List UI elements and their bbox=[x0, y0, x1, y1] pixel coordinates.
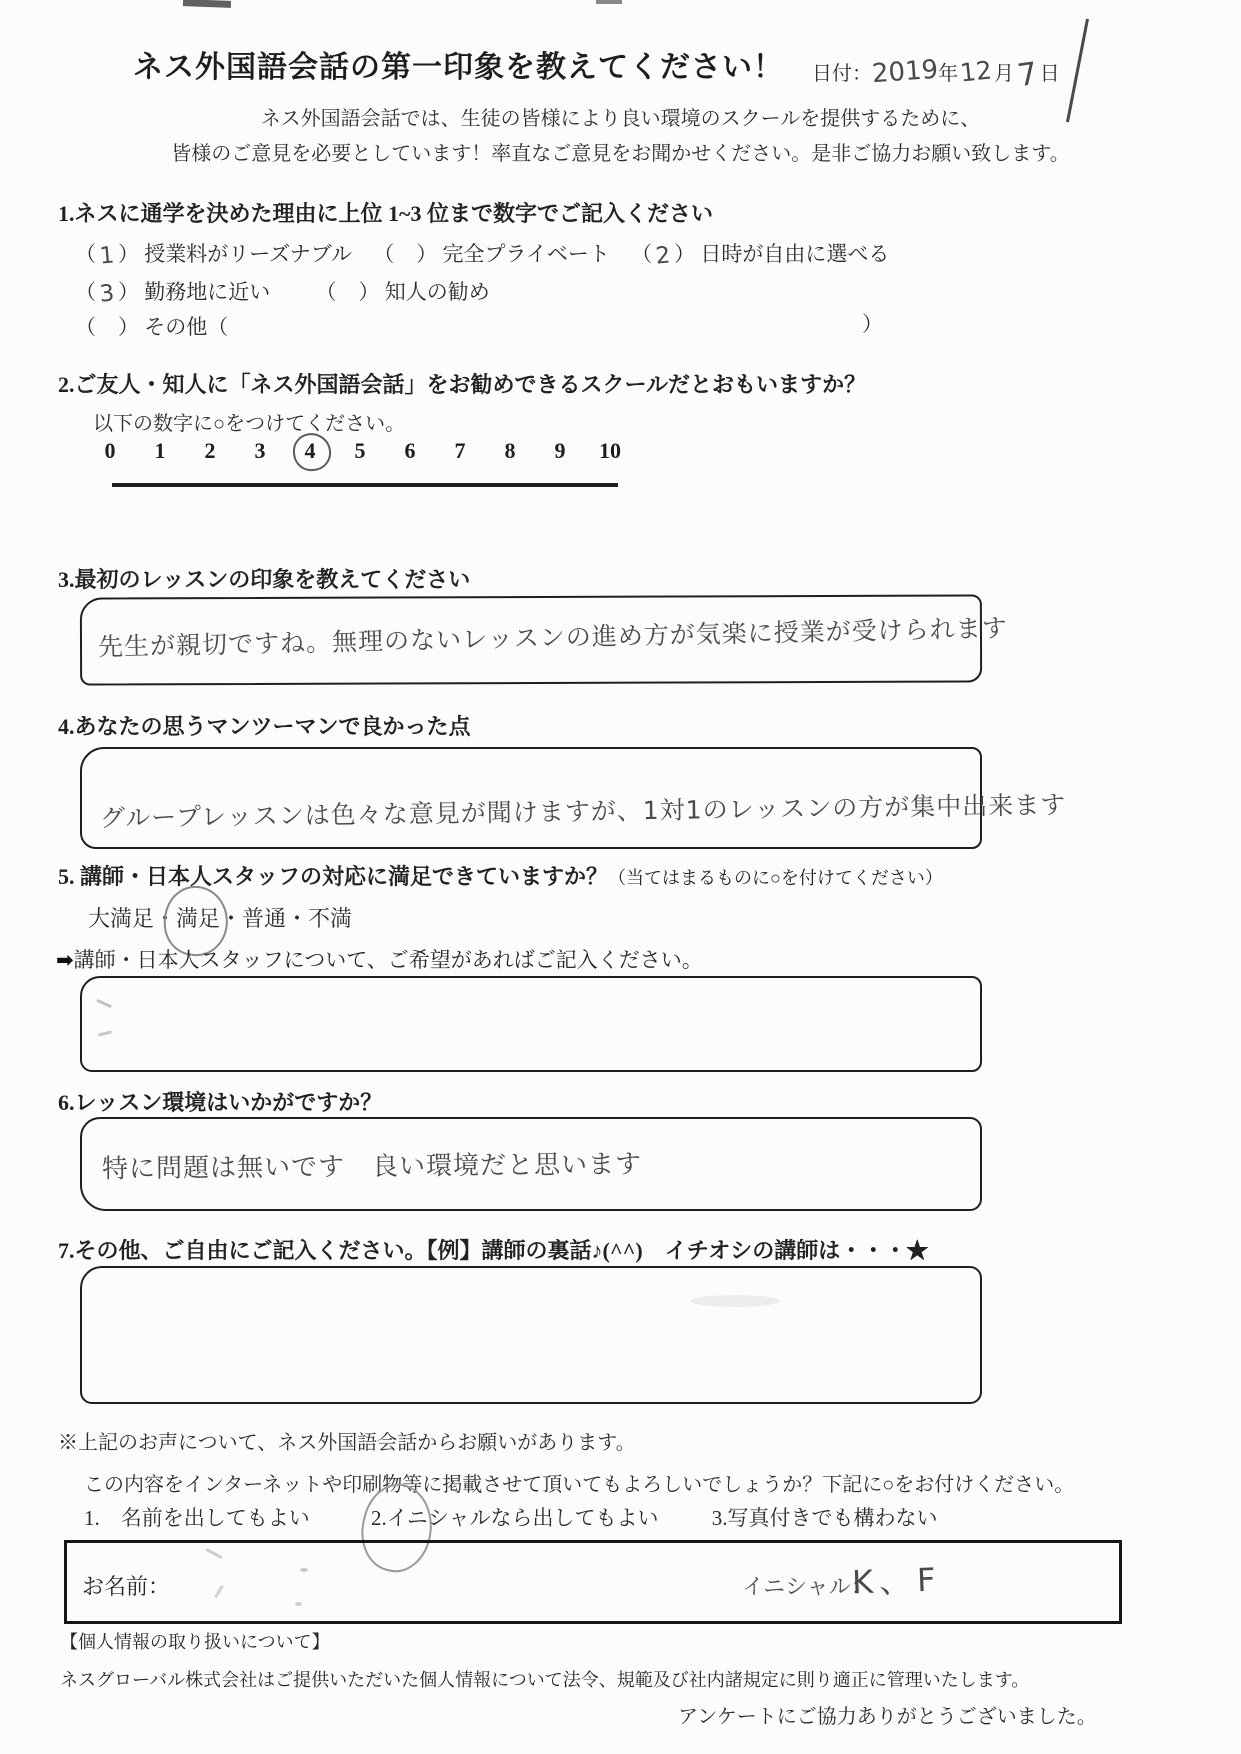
q5-heading-note: （当てはまるものに○を付けてください） bbox=[608, 868, 943, 888]
paren-open: （ bbox=[315, 280, 337, 304]
paren-open: （ bbox=[75, 280, 96, 304]
paren-open: （ bbox=[373, 242, 395, 266]
q1-heading: 1.ネスに通学を決めた理由に上位 1~3 位まで数字でご記入ください bbox=[58, 201, 713, 226]
privacy-heading: 【個人情報の取り扱いについて】 bbox=[60, 1632, 330, 1652]
scale-number-4: 4 bbox=[304, 438, 316, 463]
option-label: その他（ bbox=[144, 315, 229, 339]
date-label: 日付： bbox=[812, 63, 872, 85]
q1-rank-empty bbox=[337, 300, 359, 302]
q5-heading-text: 5. 講師・日本人スタッフの対応に満足できていますか？ bbox=[58, 864, 609, 889]
scale-baseline bbox=[112, 483, 618, 487]
privacy-text: ネスグローバル株式会社はご提供いただいた個人情報について法令、規範及び社内諸規定に則り適正に管理いたします。 bbox=[60, 1670, 1030, 1690]
q1-option-reasonable bbox=[75, 242, 352, 270]
paren-close: ） bbox=[416, 242, 438, 266]
option-label: 完全プライベート bbox=[442, 242, 610, 266]
q1-rank-2-handwritten: 2 bbox=[654, 242, 672, 270]
date-year-handwritten: 2019 bbox=[871, 54, 940, 90]
paren-open: （ bbox=[631, 242, 653, 266]
initial-label: イニシャル： bbox=[742, 1574, 873, 1599]
date-day-unit: 日 bbox=[1039, 63, 1060, 85]
intro-text-2: 皆様のご意見を必要としています！率直なご意見をお聞かせください。是非ご協力お願い致します。 bbox=[171, 143, 1070, 165]
q1-other-close-paren: ） bbox=[862, 312, 883, 336]
q1-options-row-2 bbox=[75, 276, 506, 307]
q7-heading: 7.その他、ご自由にご記入ください。【例】講師の裏話♪(^^) イチオシの講師は・・・★ bbox=[58, 1238, 929, 1263]
paren-close: ） bbox=[118, 242, 139, 266]
date-month-handwritten: 12 bbox=[958, 55, 994, 88]
scale-number-5: 5 bbox=[354, 438, 366, 463]
scale-number-10: 10 bbox=[599, 438, 621, 463]
form-title: ネス外国語会話の第一印象を教えてください！ bbox=[133, 51, 784, 84]
paren-open: （ bbox=[75, 242, 96, 266]
scan-artifact-top-middle bbox=[596, 0, 622, 4]
q1-options-row-1 bbox=[75, 238, 905, 269]
scale-number-6: 6 bbox=[404, 438, 416, 463]
option-label: 日時が自由に選べる bbox=[700, 242, 890, 266]
q1-options-row-3 bbox=[75, 311, 244, 341]
q5-answer-box bbox=[80, 976, 982, 1072]
q5-followup-text: 講師・日本人スタッフについて、ご希望があればご記入ください。 bbox=[73, 948, 703, 972]
date-field bbox=[812, 52, 1060, 95]
paren-close: ） bbox=[118, 280, 139, 304]
q1-option-private bbox=[373, 242, 610, 266]
q5-followup bbox=[56, 944, 703, 974]
scale-number-1: 1 bbox=[154, 438, 166, 463]
q3-heading: 3.最初のレッスンの印象を教えてください bbox=[58, 567, 471, 592]
selected-rating-circle bbox=[291, 431, 334, 474]
q2-heading: 2.ご友人・知人に「ネス外国語会話」をお勧めできるスクールだとおもいますか？ bbox=[58, 372, 867, 397]
q7-answer-box bbox=[80, 1266, 982, 1404]
intro-text-1: ネス外国語会話では、生徒の皆様により良い環境のスクールを提供するために、 bbox=[260, 108, 981, 130]
thanks-text: アンケートにご協力ありがとうございました。 bbox=[678, 1706, 1097, 1728]
option-label: 授業料がリーズナブル bbox=[144, 242, 352, 266]
option-label: 知人の勧め bbox=[384, 280, 490, 304]
option-label: 勤務地に近い bbox=[144, 280, 271, 304]
q3-handwritten-answer: 先生が親切ですね。無理のないレッスンの進め方が気楽に授業が受けられます bbox=[97, 613, 1009, 662]
paren-open: （ bbox=[75, 315, 96, 339]
arrow-icon: ➡ bbox=[56, 948, 74, 972]
date-day-handwritten: 7 bbox=[1015, 55, 1040, 95]
q1-option-other bbox=[75, 315, 228, 339]
consent-option-photo: 3.写真付きでも構わない bbox=[711, 1506, 938, 1530]
scale-number-0: 0 bbox=[104, 438, 116, 463]
scale-number-9: 9 bbox=[554, 438, 566, 463]
scale-number-3: 3 bbox=[254, 438, 266, 463]
rating-scale-numbers bbox=[95, 438, 625, 464]
erased-name-mark bbox=[295, 1602, 302, 1606]
q1-option-workplace bbox=[75, 280, 271, 308]
consent-question: この内容をインターネットや印刷物等に掲載させて頂いてもよろしいでしょうか？下記に○をお付けください。 bbox=[84, 1474, 1075, 1496]
q1-rank-3-handwritten: 3 bbox=[98, 280, 116, 308]
q5-choices: 大満足・満足・普通・不満 bbox=[88, 906, 353, 931]
q1-rank-empty bbox=[96, 335, 118, 337]
consent-options bbox=[84, 1502, 938, 1532]
scale-number-2: 2 bbox=[204, 438, 216, 463]
scan-smudge bbox=[690, 1295, 780, 1307]
scale-number-8: 8 bbox=[504, 438, 516, 463]
date-month-unit: 月 bbox=[993, 63, 1014, 85]
erased-name-mark bbox=[300, 1568, 308, 1572]
q1-option-schedule bbox=[631, 242, 890, 270]
q4-heading: 4.あなたの思うマンツーマンで良かった点 bbox=[58, 714, 471, 739]
q4-handwritten-answer: グループレッスンは色々な意見が聞けますが、1対1のレッスンの方が集中出来ます bbox=[99, 790, 1067, 833]
paren-close: ） bbox=[674, 242, 696, 266]
name-label: お名前： bbox=[82, 1574, 171, 1599]
scale-number-7: 7 bbox=[454, 438, 466, 463]
date-year-unit: 年 bbox=[938, 63, 959, 85]
q1-rank-1-handwritten: 1 bbox=[98, 242, 116, 270]
q1-rank-empty bbox=[394, 262, 416, 264]
paren-close: ） bbox=[358, 280, 380, 304]
consent-note: ※上記のお声について、ネス外国語会話からお願いがあります。 bbox=[58, 1432, 636, 1454]
scan-artifact-top-left bbox=[183, 0, 231, 8]
initial-value-handwritten: K、F bbox=[851, 1560, 943, 1602]
paren-close: ） bbox=[118, 315, 139, 339]
q6-heading: 6.レッスン環境はいかがですか？ bbox=[58, 1090, 383, 1115]
q6-handwritten-answer: 特に問題は無いです 良い環境だと思います bbox=[101, 1149, 643, 1185]
name-box bbox=[64, 1540, 1122, 1624]
consent-option-name: 1. 名前を出してもよい bbox=[84, 1506, 310, 1530]
consent-option-initial: 2.イニシャルなら出してもよい bbox=[371, 1506, 659, 1530]
q1-option-referral bbox=[316, 280, 490, 304]
q2-instruction: 以下の数字に○をつけてください。 bbox=[93, 413, 406, 435]
